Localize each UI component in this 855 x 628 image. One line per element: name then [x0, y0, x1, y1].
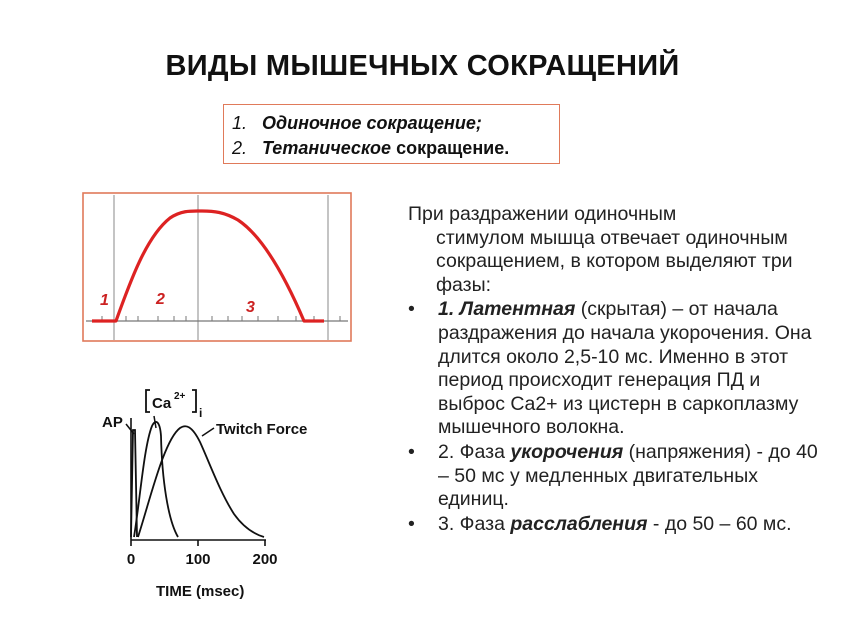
- ap-label: AP: [102, 414, 123, 431]
- force-trace: [138, 426, 264, 537]
- bullet-dot: •: [408, 298, 415, 321]
- shortening-phase-title: укорочения: [510, 440, 624, 463]
- ca-label-sub: i: [199, 406, 203, 420]
- ca-label-main: Ca: [152, 395, 172, 412]
- page-title: ВИДЫ МЫШЕЧНЫХ СОКРАЩЕНИЙ: [165, 50, 680, 82]
- bullet-relaxation-phase: [408, 513, 828, 537]
- single-contraction-curve: [82, 192, 352, 342]
- x-axis-ticks: [131, 540, 265, 546]
- phase-label-1: 1: [100, 292, 109, 309]
- type-label-rest: сокращение.: [396, 138, 510, 158]
- x-axis-title: TIME (msec): [156, 583, 245, 600]
- type-number: 2.: [232, 138, 248, 158]
- intro-first-line: При раздражении одиночным: [408, 203, 677, 225]
- latent-phase-text: (скрытая) – от начала раздражения до начала укорочения. Она длится около 2,5-10 мс. Именно в этот период происходит генерация ПД и выброс Ca2+ из цистерн в саркоплазму мышечного волокна.: [438, 298, 812, 439]
- bullet-latent-phase: [408, 298, 828, 440]
- shortening-phase-text: (напряжения) - до 40 – 50 мс у медленных двигательных единиц.: [438, 440, 818, 511]
- type-label: Одиночное сокращение;: [262, 113, 482, 133]
- contraction-types-box: [223, 104, 560, 164]
- twitch-timing-diagram: [98, 380, 320, 610]
- relaxation-phase-title: расслабления: [510, 512, 648, 535]
- latent-phase-title: 1. Латентная: [438, 298, 576, 321]
- bullet-shortening-phase: [408, 441, 828, 512]
- phases-description: [408, 203, 828, 536]
- bullet-dot: •: [408, 440, 415, 463]
- relaxation-phase-prefix: 3. Фаза: [438, 512, 511, 535]
- phase-label-2: 2: [156, 291, 165, 308]
- type-label-italic: Тетаническое: [262, 138, 392, 158]
- intro-continuation: стимулом мышца отвечает одиночным сокращением, в котором выделяют три фазы:: [436, 226, 793, 296]
- intro-paragraph: [408, 203, 828, 297]
- type-item-tetanic: [232, 136, 559, 161]
- x-tick-label-100: 100: [185, 551, 211, 568]
- phase-label-3: 3: [246, 299, 255, 316]
- bullet-dot: •: [408, 512, 415, 535]
- twitch-force-label: Twitch Force: [216, 421, 308, 438]
- curve-frame: [83, 193, 351, 341]
- ca-bracket-label: [146, 390, 202, 420]
- ca-label-sup: 2+: [174, 391, 186, 402]
- x-tick-label-200: 200: [252, 551, 278, 568]
- shortening-phase-prefix: 2. Фаза: [438, 440, 511, 463]
- x-tick-label-0: 0: [126, 551, 136, 568]
- type-number: 1.: [232, 113, 248, 133]
- relaxation-phase-text: - до 50 – 60 мс.: [647, 512, 792, 535]
- force-pointer: [202, 428, 214, 436]
- type-item-single: [232, 111, 559, 136]
